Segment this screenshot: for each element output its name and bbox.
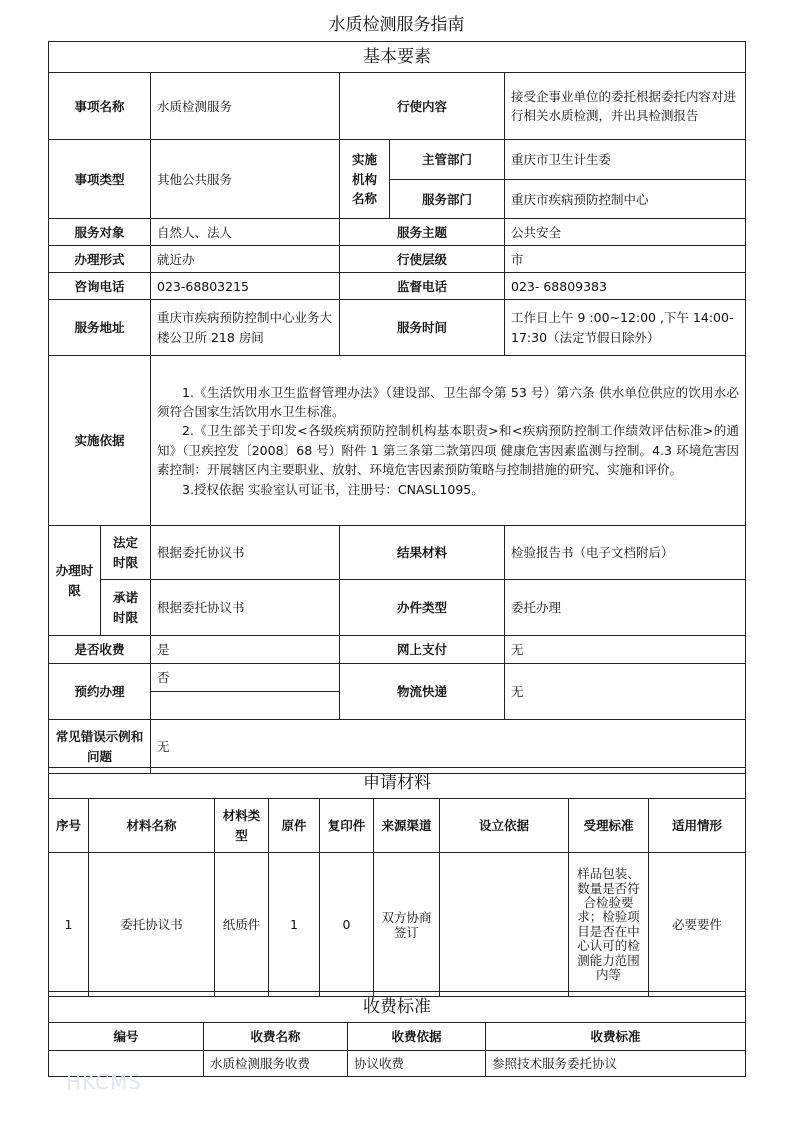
table-row <box>49 1051 746 1077</box>
fee-header-code: 编号 <box>49 1023 204 1051</box>
document-title: 水质检测服务指南 <box>328 15 465 35</box>
exercise-content-value: 接受企事业单位的委托根据委托内容对进行相关水质检测，并出具检测报告 <box>505 73 746 140</box>
service-dept-value: 重庆市疾病预防控制中心 <box>505 180 746 219</box>
fee-standard: 参照技术服务委托协议 <box>486 1051 746 1077</box>
basis-content <box>151 356 746 526</box>
col-header-standard: 受理标准 <box>569 799 649 853</box>
target-label: 服务对象 <box>49 219 151 246</box>
watermark-text: HKCMS <box>66 1070 142 1094</box>
handle-type-label: 办件类型 <box>340 580 505 636</box>
col-header-scope: 适用情形 <box>649 799 746 853</box>
col-header-name: 材料名称 <box>89 799 215 853</box>
handle-type-value: 委托办理 <box>505 580 746 636</box>
theme-value: 公共安全 <box>505 219 746 246</box>
address-value: 重庆市疾病预防控制中心业务大楼公卫所 218 房间 <box>151 300 340 356</box>
fee-name: 水质检测服务收费 <box>204 1051 348 1077</box>
material-type: 纸质件 <box>215 853 269 997</box>
faq-label: 常见错误示例和问题 <box>49 720 151 774</box>
result-label: 结果材料 <box>340 526 505 580</box>
deadline-label: 办理时限 <box>49 526 101 636</box>
fees-section-title: 收费标准 <box>49 992 746 1023</box>
supervisor-label: 主管部门 <box>390 140 505 180</box>
fee-value: 是 <box>151 636 340 664</box>
time-value: 工作日上午 9 :00~12:00 ,下午 14:00-17:30（法定节假日除外） <box>505 300 746 356</box>
col-header-no: 序号 <box>49 799 89 853</box>
address-label: 服务地址 <box>49 300 151 356</box>
col-header-type: 材料类型 <box>215 799 269 853</box>
col-header-source: 来源渠道 <box>374 799 440 853</box>
agency-label: 实施机构名称 <box>340 140 390 219</box>
material-source: 双方协商签订 <box>374 853 440 997</box>
form-value: 就近办 <box>151 246 340 273</box>
exercise-content-label: 行使内容 <box>340 73 505 140</box>
level-label: 行使层级 <box>340 246 505 273</box>
promised-limit-value: 根据委托协议书 <box>151 580 340 636</box>
item-type-value: 其他公共服务 <box>151 140 340 219</box>
item-name-label: 事项名称 <box>49 73 151 140</box>
col-header-copy: 复印件 <box>320 799 374 853</box>
material-original: 1 <box>269 853 320 997</box>
material-scope: 必要要件 <box>649 853 746 997</box>
item-type-label: 事项类型 <box>49 140 151 219</box>
legal-limit-label: 法定时限 <box>101 526 151 580</box>
col-header-basis: 设立依据 <box>440 799 569 853</box>
supervisor-value: 重庆市卫生计生委 <box>505 140 746 180</box>
supervise-phone-value: 023- 68809383 <box>505 273 746 300</box>
basis-label: 实施依据 <box>49 356 151 526</box>
logistics-value: 无 <box>505 664 746 720</box>
reserve-label: 预约办理 <box>49 664 151 720</box>
fee-header-name: 收费名称 <box>204 1023 348 1051</box>
online-pay-label: 网上支付 <box>340 636 505 664</box>
reserve-empty-cell <box>151 692 340 720</box>
materials-section-title: 申请材料 <box>49 768 746 799</box>
legal-limit-value: 根据委托协议书 <box>151 526 340 580</box>
table-row <box>49 853 746 997</box>
fee-basis: 协议收费 <box>348 1051 486 1077</box>
fee-label: 是否收费 <box>49 636 151 664</box>
col-header-original: 原件 <box>269 799 320 853</box>
fees-table <box>48 991 746 1077</box>
result-value: 检验报告书（电子文档附后） <box>505 526 746 580</box>
basis-item: 3.授权依据 实验室认可证书，注册号：CNASL1095。 <box>182 481 484 497</box>
fee-header-standard: 收费标准 <box>486 1023 746 1051</box>
phone-value: 023-68803215 <box>151 273 340 300</box>
target-value: 自然人、法人 <box>151 219 340 246</box>
level-value: 市 <box>505 246 746 273</box>
logistics-label: 物流快递 <box>340 664 505 720</box>
online-pay-value: 无 <box>505 636 746 664</box>
time-label: 服务时间 <box>340 300 505 356</box>
basis-item: 2.《卫生部关于印发<各级疾病预防控制机构基本职责>和<疾病预防控制工作绩效评估标准>的通知》（卫疾控发〔2008〕68 号）附件 1 第三条第二款第四项 健康危害因素监测与控制。4.3 环境危害因素控制：开展辖区内主要职业、放射、环境危害因素预防策略与控制措施的研究、实施和评价。 <box>157 423 740 478</box>
materials-table <box>48 767 746 997</box>
basic-elements-table <box>48 41 746 774</box>
promised-limit-label: 承诺时限 <box>101 580 151 636</box>
phone-label: 咨询电话 <box>49 273 151 300</box>
service-dept-label: 服务部门 <box>390 180 505 219</box>
supervise-phone-label: 监督电话 <box>340 273 505 300</box>
basis-item: 1.《生活饮用水卫生监督管理办法》（建设部、卫生部令第 53 号）第六条 供水单位供应的饮用水必须符合国家生活饮用水卫生标准。 <box>157 384 740 420</box>
item-name-value: 水质检测服务 <box>151 73 340 140</box>
material-copy: 0 <box>320 853 374 997</box>
material-standard: 样品包装、数量是否符合检验要求；检验项目是否在中心认可的检测能力范围内等 <box>569 853 649 997</box>
material-no: 1 <box>49 853 89 997</box>
reserve-value: 否 <box>151 664 340 692</box>
material-name: 委托协议书 <box>89 853 215 997</box>
basic-section-title: 基本要素 <box>49 42 746 73</box>
form-label: 办理形式 <box>49 246 151 273</box>
theme-label: 服务主题 <box>340 219 505 246</box>
fee-header-basis: 收费依据 <box>348 1023 486 1051</box>
faq-value: 无 <box>151 720 746 774</box>
material-basis <box>440 853 569 997</box>
